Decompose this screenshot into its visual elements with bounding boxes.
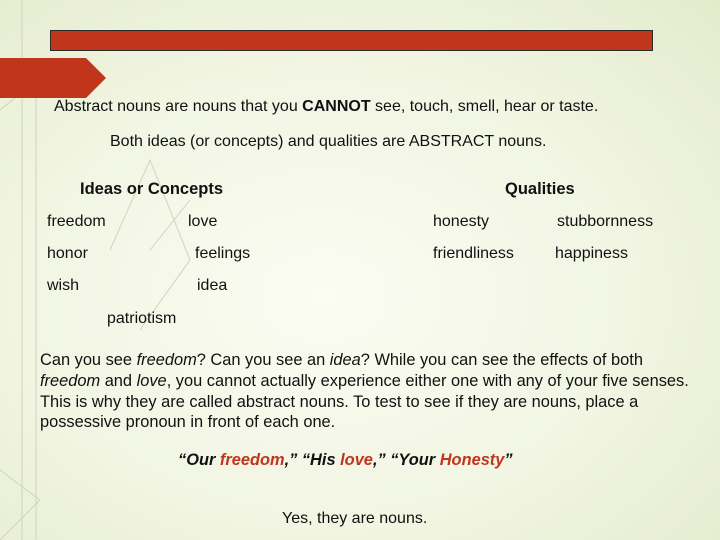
- quote-text: ,” “Your: [372, 451, 440, 469]
- paragraph-text: Can you see: [40, 351, 137, 369]
- paragraph-italic: freedom: [40, 371, 101, 390]
- paragraph-text: ? Can you see an: [196, 351, 330, 369]
- paragraph-italic: idea: [329, 351, 361, 369]
- explanation-paragraph: [40, 350, 700, 433]
- quality-word: friendliness: [433, 245, 514, 262]
- intro-line-1: [54, 98, 598, 116]
- quote-highlight: love: [340, 451, 373, 469]
- ideas-heading: Ideas or Concepts: [80, 180, 224, 198]
- quote-text: ”: [504, 451, 513, 469]
- idea-word: feelings: [195, 245, 251, 262]
- idea-word: wish: [47, 277, 80, 294]
- quality-word: stubbornness: [557, 213, 654, 230]
- quote-text: “Our: [178, 451, 220, 469]
- quote-highlight: Honesty: [439, 451, 505, 469]
- title-bar: [50, 30, 653, 51]
- idea-word: idea: [197, 277, 228, 294]
- paragraph-text: ? While you can see the effects of both: [360, 351, 643, 369]
- paragraph-text: , you cannot actually experience either one with any of your five senses. This is why they are called abstract nouns. To test to see if they are nouns, place a possessive pronoun in front of each one.: [40, 371, 689, 432]
- idea-word: freedom: [47, 213, 106, 230]
- quote-text: ,” “His: [284, 451, 341, 469]
- idea-word: honor: [47, 245, 88, 262]
- idea-word: love: [188, 213, 218, 230]
- quote-highlight: freedom: [219, 451, 285, 469]
- quality-word: honesty: [433, 213, 490, 230]
- conclusion-text: Yes, they are nouns.: [282, 510, 428, 527]
- intro-line-1-before: Abstract nouns are nouns that you: [54, 98, 303, 115]
- paragraph-italic: love: [136, 371, 167, 390]
- intro-line-2: Both ideas (or concepts) and qualities are ABSTRACT nouns.: [110, 133, 547, 150]
- intro-line-1-emphasis: CANNOT: [302, 98, 371, 115]
- possessive-examples: [178, 451, 513, 470]
- paragraph-italic: freedom: [136, 351, 197, 369]
- red-arrow-decoration: [0, 58, 106, 98]
- paragraph-text: and: [100, 371, 137, 390]
- idea-word: patriotism: [107, 310, 177, 327]
- qualities-heading: Qualities: [505, 180, 575, 198]
- quality-word: happiness: [555, 245, 628, 262]
- intro-line-1-after: see, touch, smell, hear or taste.: [370, 98, 599, 115]
